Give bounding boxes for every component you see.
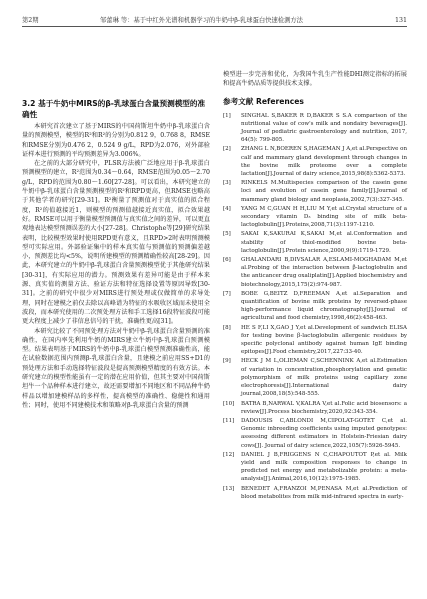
- section-heading: 3.2 基于牛奶中MIRS的β-乳球蛋白含量预测模型的准确性: [22, 99, 206, 119]
- body-paragraph-continued: 模型进一步完善和优化，为我国牛乳生产性能DHI测定指标的拓展和提高牛奶品质等提供技术支撑。: [223, 71, 407, 88]
- reference-number: [10]: [223, 400, 235, 407]
- reference-number: [4]: [223, 205, 231, 212]
- reference-text: ZHANG L N,BOEREN S,HAGEMAN J A,et al.Perspective on calf and mammary gland development through changes in the bovine milk proteome over a complete lactation[J].Journal of dairy science,2015,98(8):5362-5373.: [241, 146, 407, 178]
- reference-item: [223, 112, 407, 145]
- reference-number: [5]: [223, 231, 231, 238]
- reference-item: [223, 179, 407, 204]
- reference-item: [223, 417, 407, 450]
- page-number: 131: [394, 17, 407, 24]
- reference-text: HECK J M L,OLIEMAN C,SCHENNINK A,et al.Estimation of variation in concentration,phosphorylation and genetic polymorphism of milk proteins using capillary zone electrophoresis[J].International dairy journal,2008,18(5):548-555.: [241, 358, 407, 398]
- reference-text: BATRA B,NARWAL V,KALRA V,et al.Folic acid biosensors: a review[J].Process biochemistry,2020,92:343-354.: [241, 400, 407, 415]
- reference-number: [11]: [223, 417, 235, 424]
- reference-text: BENEDET A,FRANZOI M,PENASA M,et al.Prediction of blood metabolites from milk mid-infrared spectra in early-: [241, 485, 407, 500]
- reference-number: [1]: [223, 112, 231, 119]
- right-column: [223, 70, 407, 502]
- body-paragraph: 在之前的大部分研究中，PLSR方法被广泛地应用于β-乳球蛋白预测模型的建立，R²范围为0.34～0.64，RMSE范围为0.05～2.70 g/L，RPD的范围为0.80～1.60[27-28]。可以看出，本研究建立的牛奶中β-乳球蛋白含量预测模型的R²和RPD更高，但RMSE也略高于其他学者的研究[29-31]。R²衡量了预测值对于真实值的拟合程度，R²的值越接近1，则模型的预测值越接近真实值，拟合效果越好。RMSE可以用于衡量模型预测值与真实值之间的差异，可以更直观地表达模型预测误差的大小[27-28]。Christophe等[29]研究结果表明，比较模型效果时使用RPD更有意义，且RPD>2时表明预测模型可实际应用。外部验证集中的样本真实值与预测值的预测偏差越小，预测差比均<5%，说明所建模型的预测精确性较高[28-29]。因此，本研究建立的牛奶中β-乳球蛋白含量预测模型优于其他研究结果[30-31]，有实际应用的潜力。预测效果有差异可能是由于样本来源、真实值的测量方法、验证方法和特征选择设置等原因导致[30-31]。之前的研究中很少对MIRS进行预处理或仅做简单的求导处理，同时在建模之前仅去除以高峰谱为特征的水吸收区域而未使用全波段，而本研究使用的二次预处理方法和手工选择16段特征波段可能更大程度上减少了非信息信号的干扰，准确性更高[31]。: [22, 160, 210, 326]
- reference-number: [12]: [223, 451, 235, 458]
- reference-item: [223, 400, 407, 416]
- journal-issue: 第2期: [22, 17, 39, 24]
- references-heading: 参考文献 References: [223, 96, 304, 106]
- body-paragraph: 本研究比较了不同预处理方法对牛奶中β-乳球蛋白含量预测的准确性，在国内率先利用牛奶的MIRS建立牛奶中β-乳球蛋白预测模型。结果表明基于MIRS的牛奶中β-乳球蛋白模型预测准确性高，能在试验数据范围内预测β-乳球蛋白含量，且建模之前应用SS+D1的预处理方法和手动选择特征波段是提高预测模型精度的有效方法。本研究建立的模型性能虽有一定的潜在应用价值，但其主要对中国荷斯坦牛一个品种样本进行建立，故还需要增加不同地区和不同品种牛奶样品以增加建模样品的多样性，提高模型的准确性、稳健性和通用性；同时，使用不同建模技术和策略对β-乳球蛋白含量的预测: [22, 327, 210, 409]
- reference-item: [223, 290, 407, 323]
- reference-text: GHALANDARI B,DIVSALAR A,ESLAMI-MOGHADAM M,et al.Probing of the interaction between β-lactoglobulin and the anticancer drug oxaliplatin[J].Applied biochemistry and biotechnology,2015,175(2):974-987.: [241, 257, 408, 288]
- reference-number: [13]: [223, 485, 235, 492]
- page-header: [22, 10, 407, 27]
- reference-number: [8]: [223, 324, 231, 331]
- reference-text: DADOUSIS C,ABLONDI M,CIPOLAT-GOTET C,et al. Genomic inbreeding coefficients using imputed genotypes: assessing different estimators in Holstein-Friesian dairy cows[J]. Journal of dairy science,2022,105(7):5926-5945.: [241, 417, 407, 449]
- body-paragraph: 本研究首次建立了基于MIRS的中国荷斯坦牛奶中β-乳球蛋白含量的预测模型，模型的R²和R²的分别为0.812 9，0.768 8，RMSE和RMSE分别为0.476 2，0.524 9 g/L，RPD为2.076，对外部验证样本进行预测的平均预测差异为3.006%。: [22, 123, 210, 158]
- reference-item: [223, 485, 407, 501]
- reference-number: [2]: [223, 146, 231, 153]
- reference-number: [7]: [223, 290, 231, 297]
- reference-text: HE S F,LI X,GAO J Y,et al.Development of sandwich ELISA for testing bovine β-lactoglobulin allergenic residues by specific polyclonal antibody against human IgE binding epitopes[J].Food chemistry,2017,227:33-40.: [241, 324, 407, 356]
- reference-text: SINGHAL S,BAKER R D,BAKER S S.A comparison of the nutritional value of cow's milk and nondairy beverages[J]. Journal of pediatric gastroenterology and nutrition, 2017, 64(5): 799-805.: [241, 112, 407, 144]
- reference-number: [9]: [223, 358, 231, 365]
- reference-item: [223, 256, 407, 289]
- reference-item: [223, 324, 407, 357]
- reference-item: [223, 357, 407, 398]
- reference-text: DANIEL J B,FRIGGENS N C,CHAPOUTOT P,et al. Milk yield and milk composition responses to change in predicted net energy and metabolizable protein: a meta-analysis[J].Animal,2016,10(12):1975-1985.: [241, 451, 407, 483]
- reference-text: RINKELS M.Multispecies comparison of the casein gene loci and evolution of casein gene family[J].Journal of mammary gland biology and neoplasia,2002,7(3):327-345.: [241, 180, 407, 203]
- reference-item: [223, 451, 407, 484]
- running-title: 邹蕾琳 等：基于中红外光谱和机器学习的牛奶中β-乳球蛋白快速检测方法: [100, 17, 303, 24]
- reference-text: BOBE G,BEITZ D,FREEMAN A,et al.Separation and quantification of bovine milk proteins by reversed-phase high-performance liquid chromatography[J].Journal of agricultural and food chemistry,1998,46(2):458-463.: [241, 290, 407, 322]
- reference-item: [223, 205, 407, 230]
- reference-item: [223, 230, 407, 255]
- reference-item: [223, 145, 407, 178]
- reference-text: YANG M C,GUAN H H,LIU M Y,et al.Crystal structure of a secondary vitamin D₃ binding site of milk beta-lactoglobulin[J].Proteins,2008,71(3):1197-1210.: [241, 205, 407, 229]
- reference-number: [6]: [223, 257, 231, 264]
- reference-list: [223, 112, 407, 501]
- reference-text: SAKAI K,SAKURAI K,SAKAI M,et al.Conformation and stability of thiol-modified bovine beta-lactoglobulin[J].Protein science,2000,9(9):1719-1729.: [241, 231, 407, 254]
- reference-number: [3]: [223, 180, 231, 187]
- left-column: [22, 98, 210, 410]
